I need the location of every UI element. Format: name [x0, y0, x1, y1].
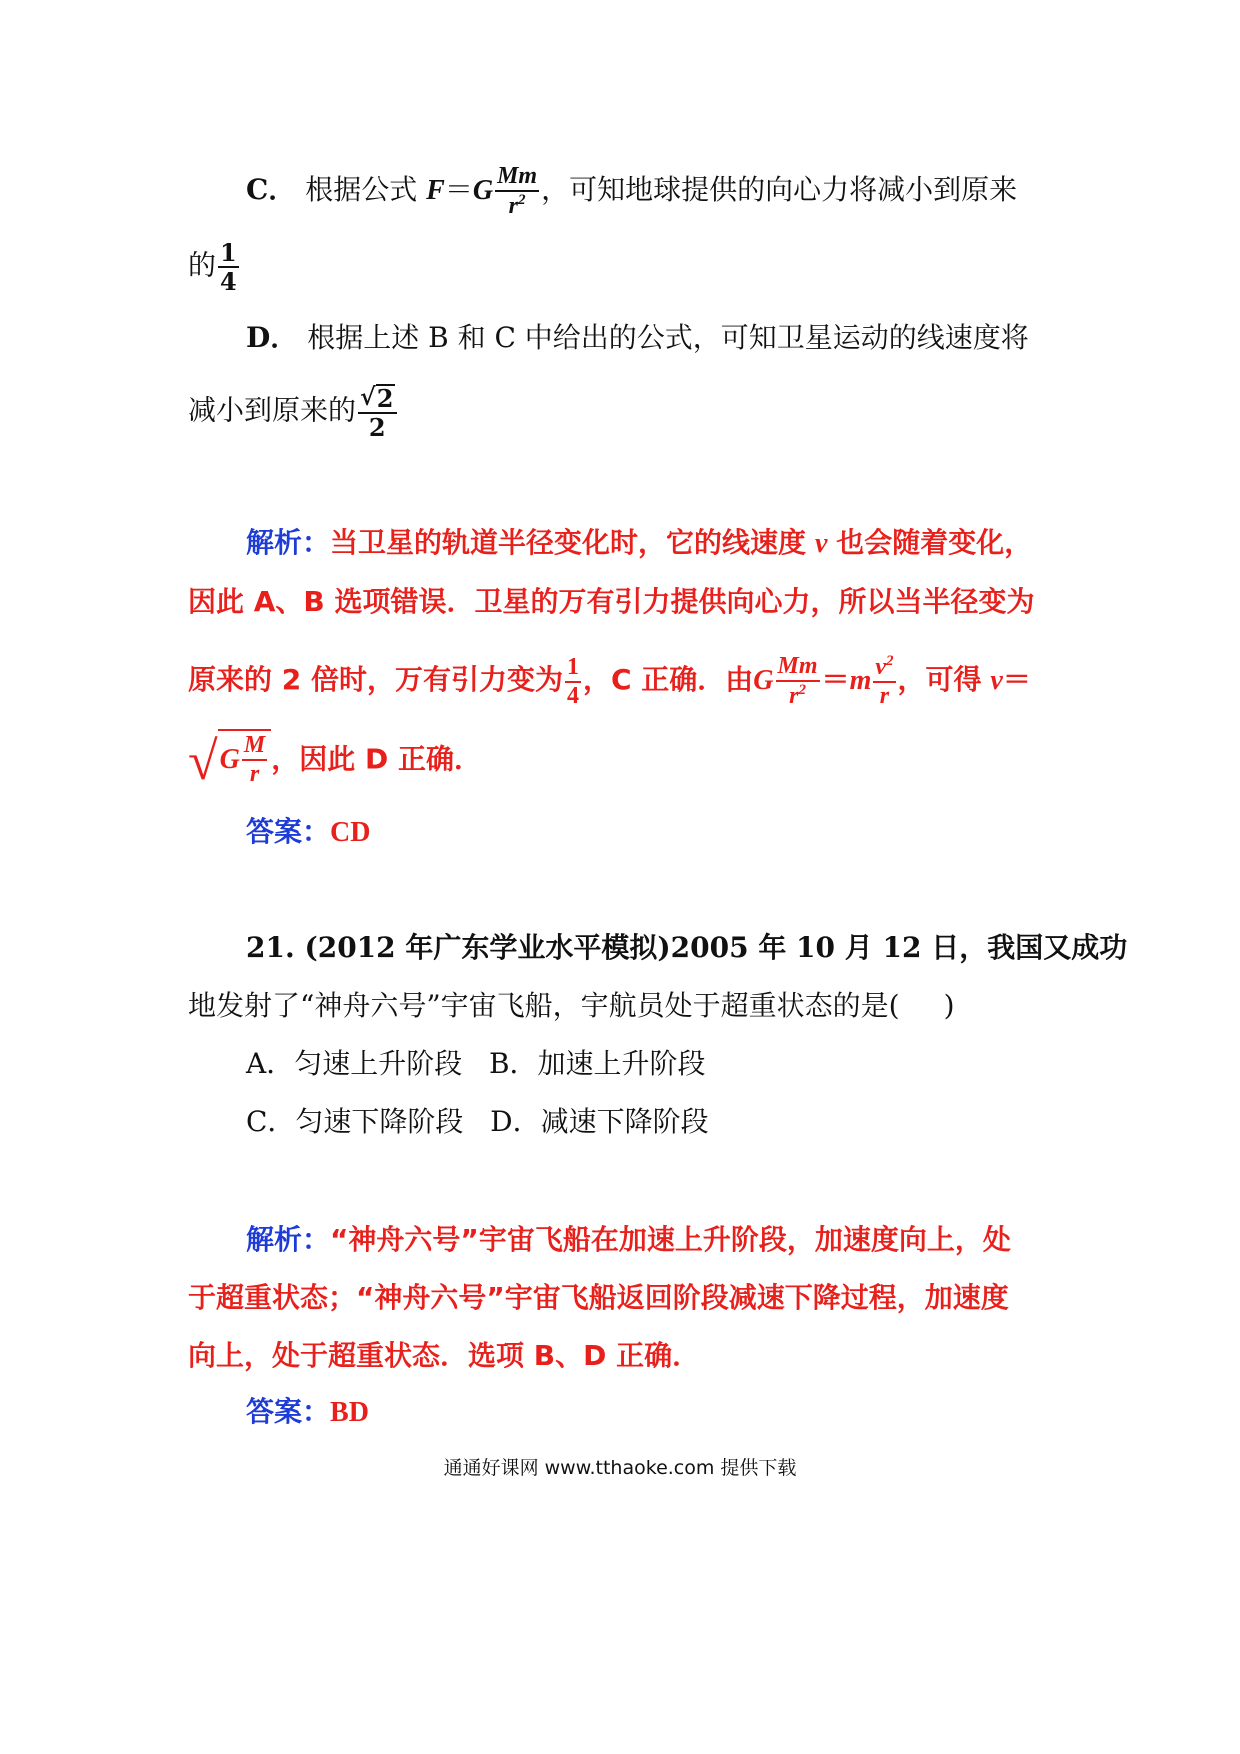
- analysis2-line2: 于超重状态；“神舟六号”宇宙飞船返回阶段减速下降过程，加速度: [188, 1281, 1009, 1314]
- answer1-line: [246, 815, 371, 848]
- q21-option-d: D．减速下降阶段: [490, 1105, 709, 1138]
- analysis1-text1b: 也会随着变化，: [836, 526, 1033, 559]
- fraction-denominator: 4: [566, 682, 579, 709]
- fraction-denominator: 4: [220, 267, 237, 297]
- equals-sign: ＝: [821, 665, 850, 697]
- gravity-fraction: [776, 654, 820, 709]
- option-c-text2: ，可知地球提供的向心力将减小到原来: [541, 173, 1018, 207]
- analysis2-line3: 向上，处于超重状态．选项 B、D 正确．: [188, 1339, 701, 1372]
- answer2-value: BD: [330, 1397, 369, 1428]
- answer2-line: [246, 1395, 369, 1428]
- analysis1-text3c: ，可得: [897, 663, 982, 697]
- var-g: G: [219, 744, 240, 775]
- q21-options-ab: [246, 1047, 706, 1080]
- analysis2-label: 解析：: [246, 1223, 331, 1256]
- fraction-exponent: 2: [798, 682, 806, 699]
- fraction-denominator: r: [508, 193, 518, 220]
- analysis1-line1: [246, 526, 1033, 559]
- sqrt-formula: [188, 731, 271, 791]
- fraction-denominator: r: [879, 683, 890, 710]
- formula-fraction: [495, 164, 539, 219]
- one-quarter-fraction: [218, 238, 239, 297]
- page-footer: 通通好课网 www.tthaoke.com 提供下载: [443, 1457, 797, 1479]
- analysis1-line4: [188, 731, 482, 791]
- fraction-exponent: 2: [517, 192, 526, 209]
- analysis1-line2: 因此 A、B 选项错误．卫星的万有引力提供向心力，所以当半径变为: [188, 585, 1035, 618]
- option-d-line2: [188, 382, 399, 443]
- var-g: G: [753, 665, 774, 697]
- formula-f: F: [426, 175, 445, 207]
- option-c-text1: 根据公式: [305, 173, 418, 207]
- radical-icon: √: [188, 731, 218, 791]
- sqrt-radicand: 2: [376, 384, 394, 413]
- fraction-denominator: r: [789, 683, 799, 710]
- var-m: m: [849, 665, 872, 697]
- fraction-numerator: 1: [220, 238, 237, 267]
- answer2-label: 答案：: [246, 1395, 331, 1428]
- option-c-line2: [188, 238, 241, 297]
- fraction-denominator: r: [249, 761, 260, 787]
- fraction-numerator: M: [242, 733, 267, 761]
- analysis1-text3b: ，C 正确．由: [582, 663, 754, 697]
- analysis2-line1: [246, 1223, 1011, 1256]
- q21-option-b: B．加速上升阶段: [488, 1047, 706, 1080]
- sqrt-symbol: √ 2: [360, 382, 394, 413]
- option-c-line2-text: 的: [188, 248, 217, 282]
- fraction-denominator: 2: [368, 413, 386, 443]
- fraction-numerator: Mm: [495, 164, 539, 192]
- fraction-numerator: 1: [565, 655, 581, 683]
- analysis1-text1a: 当卫星的轨道半径变化时，它的线速度: [330, 526, 807, 559]
- analysis1-label: 解析：: [246, 526, 331, 559]
- answer1-label: 答案：: [246, 815, 331, 848]
- answer1-value: CD: [330, 817, 371, 848]
- analysis1-line3: [188, 654, 1031, 709]
- var-v-result: v: [990, 665, 1003, 697]
- q21-line2-text: 地发射了“神舟六号”宇宙飞船，宇航员处于超重状态的是(: [188, 989, 900, 1022]
- formula-eq: ＝: [444, 173, 473, 207]
- analysis1-text3a: 原来的 2 倍时，万有引力变为: [188, 663, 563, 697]
- analysis2-text1: “神舟六号”宇宙飞船在加速上升阶段，加速度向上，处: [330, 1223, 1011, 1256]
- equals-sign-2: ＝: [1002, 665, 1031, 697]
- option-d-label: D．: [246, 321, 299, 354]
- fraction-exponent: 2: [886, 653, 894, 669]
- fraction-numerator: Mm: [776, 654, 820, 682]
- option-d-line1: [246, 321, 1029, 354]
- formula-g: G: [472, 175, 494, 207]
- centripetal-fraction: [873, 654, 895, 709]
- q21-line1: 21. (2012 年广东学业水平模拟)2005 年 10 月 12 日，我国又成功: [246, 931, 1128, 964]
- m-over-r-fraction: [242, 733, 267, 787]
- q21-paren-close: ): [943, 989, 955, 1022]
- q21-line2: [188, 989, 955, 1022]
- analysis1-text4: ，因此 D 正确．: [271, 742, 482, 776]
- analysis1-quarter: [565, 655, 581, 709]
- sqrt2-over-2-fraction: [358, 382, 396, 443]
- option-c-label: C．: [246, 173, 297, 207]
- option-d-text1: 根据上述 B 和 C 中给出的公式，可知卫星运动的线速度将: [307, 321, 1029, 354]
- fraction-numerator: v: [875, 654, 886, 680]
- q21-options-cd: [246, 1105, 709, 1138]
- option-d-line2-text: 减小到原来的: [188, 393, 357, 427]
- option-c-line1: [246, 164, 1017, 219]
- q21-option-c: C．匀速下降阶段: [246, 1105, 464, 1138]
- var-v: v: [814, 528, 828, 559]
- q21-option-a: A．匀速上升阶段: [246, 1047, 463, 1080]
